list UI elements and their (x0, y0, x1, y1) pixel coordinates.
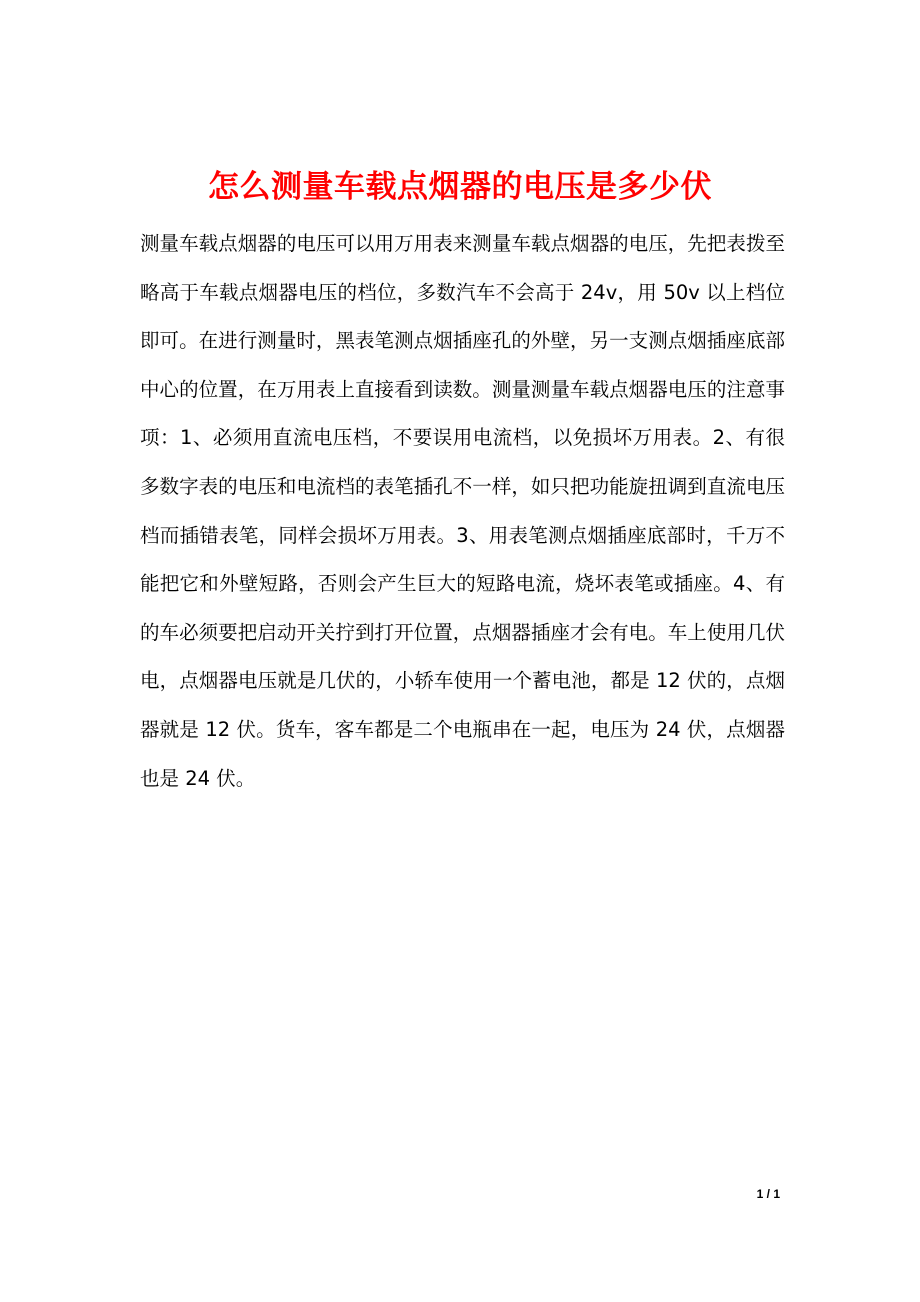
page-number: 1 / 1 (756, 1187, 780, 1201)
document-body: 测量车载点烟器的电压可以用万用表来测量车载点烟器的电压，先把表拨至略高于车载点烟器电压的档位，多数汽车不会高于 24v，用 50v 以上档位即可。在进行测量时，黑表笔测点烟插座孔的外壁，另一支测点烟插座底部中心的位置，在万用表上直接看到读数。测量测量车载点烟器电压的注意事项：1、必须用直流电压档，不要误用电流档，以免损坏万用表。2、有很多数字表的电压和电流档的表笔插孔不一样，如只把功能旋扭调到直流电压档而插错表笔，同样会损坏万用表。3、用表笔测点烟插座底部时，千万不能把它和外壁短路，否则会产生巨大的短路电流，烧坏表笔或插座。4、有的车必须要把启动开关拧到打开位置，点烟器插座才会有电。车上使用几伏电，点烟器电压就是几伏的，小轿车使用一个蓄电池，都是 12 伏的，点烟器就是 12 伏。货车，客车都是二个电瓶串在一起，电压为 24 伏，点烟器也是 24 伏。 (140, 232, 785, 790)
document-title: 怎么测量车载点烟器的电压是多少伏 (208, 168, 712, 205)
